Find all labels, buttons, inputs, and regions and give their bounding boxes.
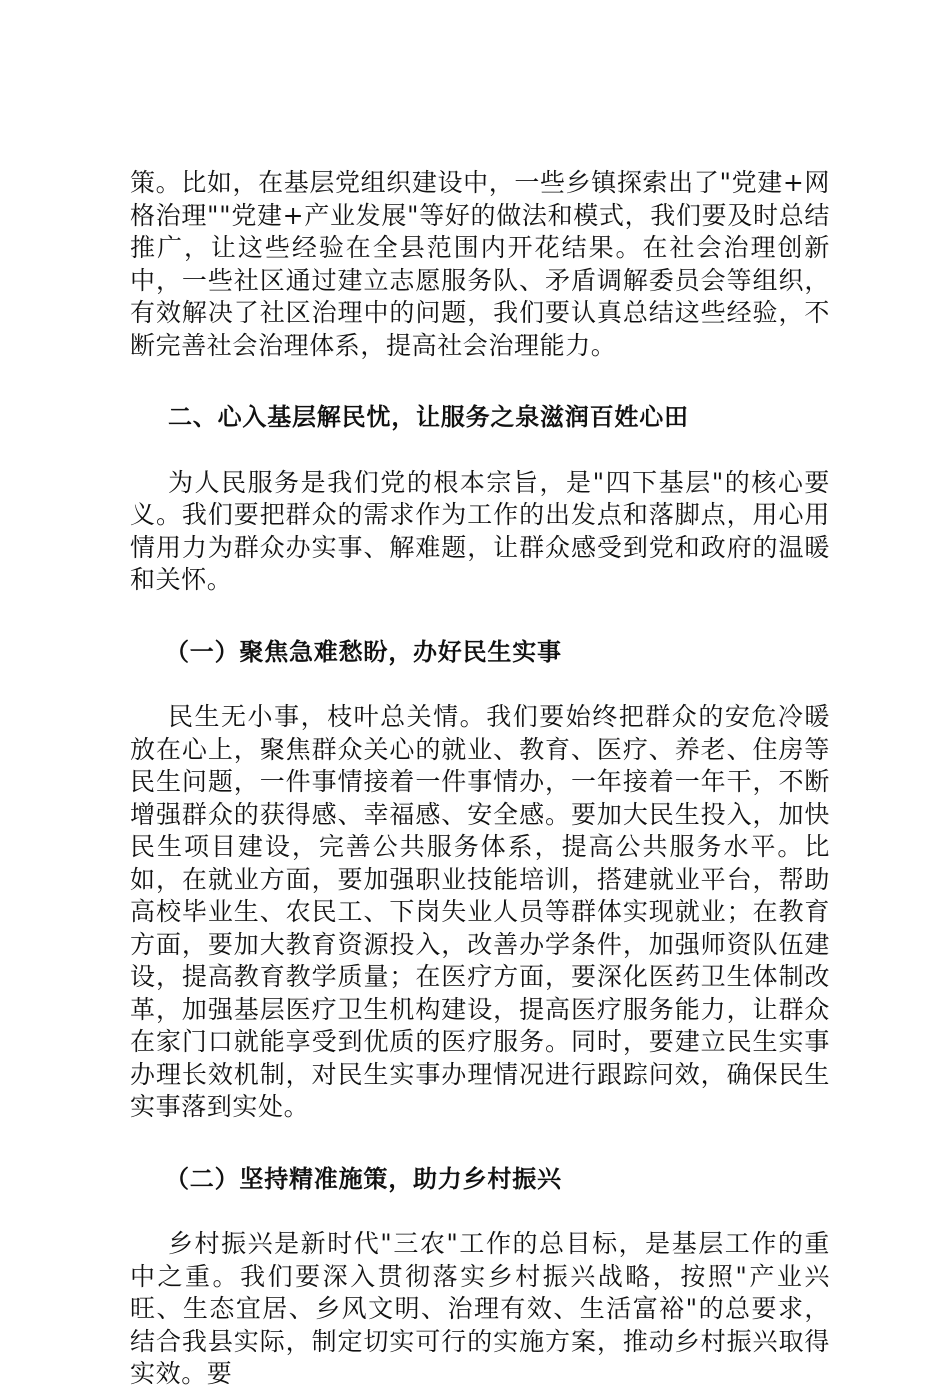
paragraph-spacer [130, 362, 830, 401]
paragraph-spacer [130, 1195, 830, 1228]
paragraph-spacer [130, 434, 830, 467]
paragraph-party-building-experience: 策。比如，在基层党组织建设中，一些乡镇探索出了"党建+网格治理""党建+产业发展"等好的做法和模式，我们要及时总结推广，让这些经验在全县范围内开花结果。在社会治理创新中，一些社区通过建立志愿服务队、矛盾调解委员会等组织，有效解决了社区治理中的问题，我们要认真总结这些经验，不断完善社会治理体系，提高社会治理能力。 [130, 168, 830, 360]
subsection-heading-rural-revitalization: （二）坚持精准施策，助力乡村振兴 [165, 1164, 562, 1193]
paragraph-spacer [130, 597, 830, 636]
paragraph-spacer [130, 1124, 830, 1163]
paragraph-serve-people-intro: 为人民服务是我们党的根本宗旨，是"四下基层"的核心要义。我们要把群众的需求作为工作的出发点和落脚点，用心用情用力为群众办实事、解难题，让群众感受到党和政府的温暖和关怀。 [130, 467, 830, 594]
document-body [130, 167, 830, 1391]
paragraph-spacer [130, 668, 830, 701]
paragraph-livelihood-projects: 民生无小事，枝叶总关情。我们要始终把群众的安危冷暖放在心上，聚焦群众关心的就业、教育、医疗、养老、住房等民生问题，一件事情接着一件事情办，一年接着一年干，不断增强群众的获得感、幸福感、安全感。要加大民生投入，加快民生项目建设，完善公共服务体系，提高公共服务水平。比如，在就业方面，要加强职业技能培训，搭建就业平台，帮助高校毕业生、农民工、下岗失业人员等群体实现就业；在教育方面，要加大教育资源投入，改善办学条件，加强师资队伍建设，提高教育教学质量；在医疗方面，要深化医药卫生体制改革，加强基层医疗卫生机构建设，提高医疗服务能力，让群众在家门口就能享受到优质的医疗服务。同时，要建立民生实事办理长效机制，对民生实事办理情况进行跟踪问效，确保民生实事落到实处。 [130, 702, 830, 1121]
subsection-heading-livelihood: （一）聚焦急难愁盼，办好民生实事 [165, 637, 562, 666]
paragraph-rural-revitalization: 乡村振兴是新时代"三农"工作的总目标，是基层工作的重中之重。我们要深入贯彻落实乡村振兴战略，按照"产业兴旺、生态宜居、乡风文明、治理有效、生活富裕"的总要求，结合我县实际，制定切实可行的实施方案，推动乡村振兴取得实效。要 [130, 1229, 830, 1388]
section-heading-serve-people: 二、心入基层解民忧，让服务之泉滋润百姓心田 [168, 403, 689, 431]
